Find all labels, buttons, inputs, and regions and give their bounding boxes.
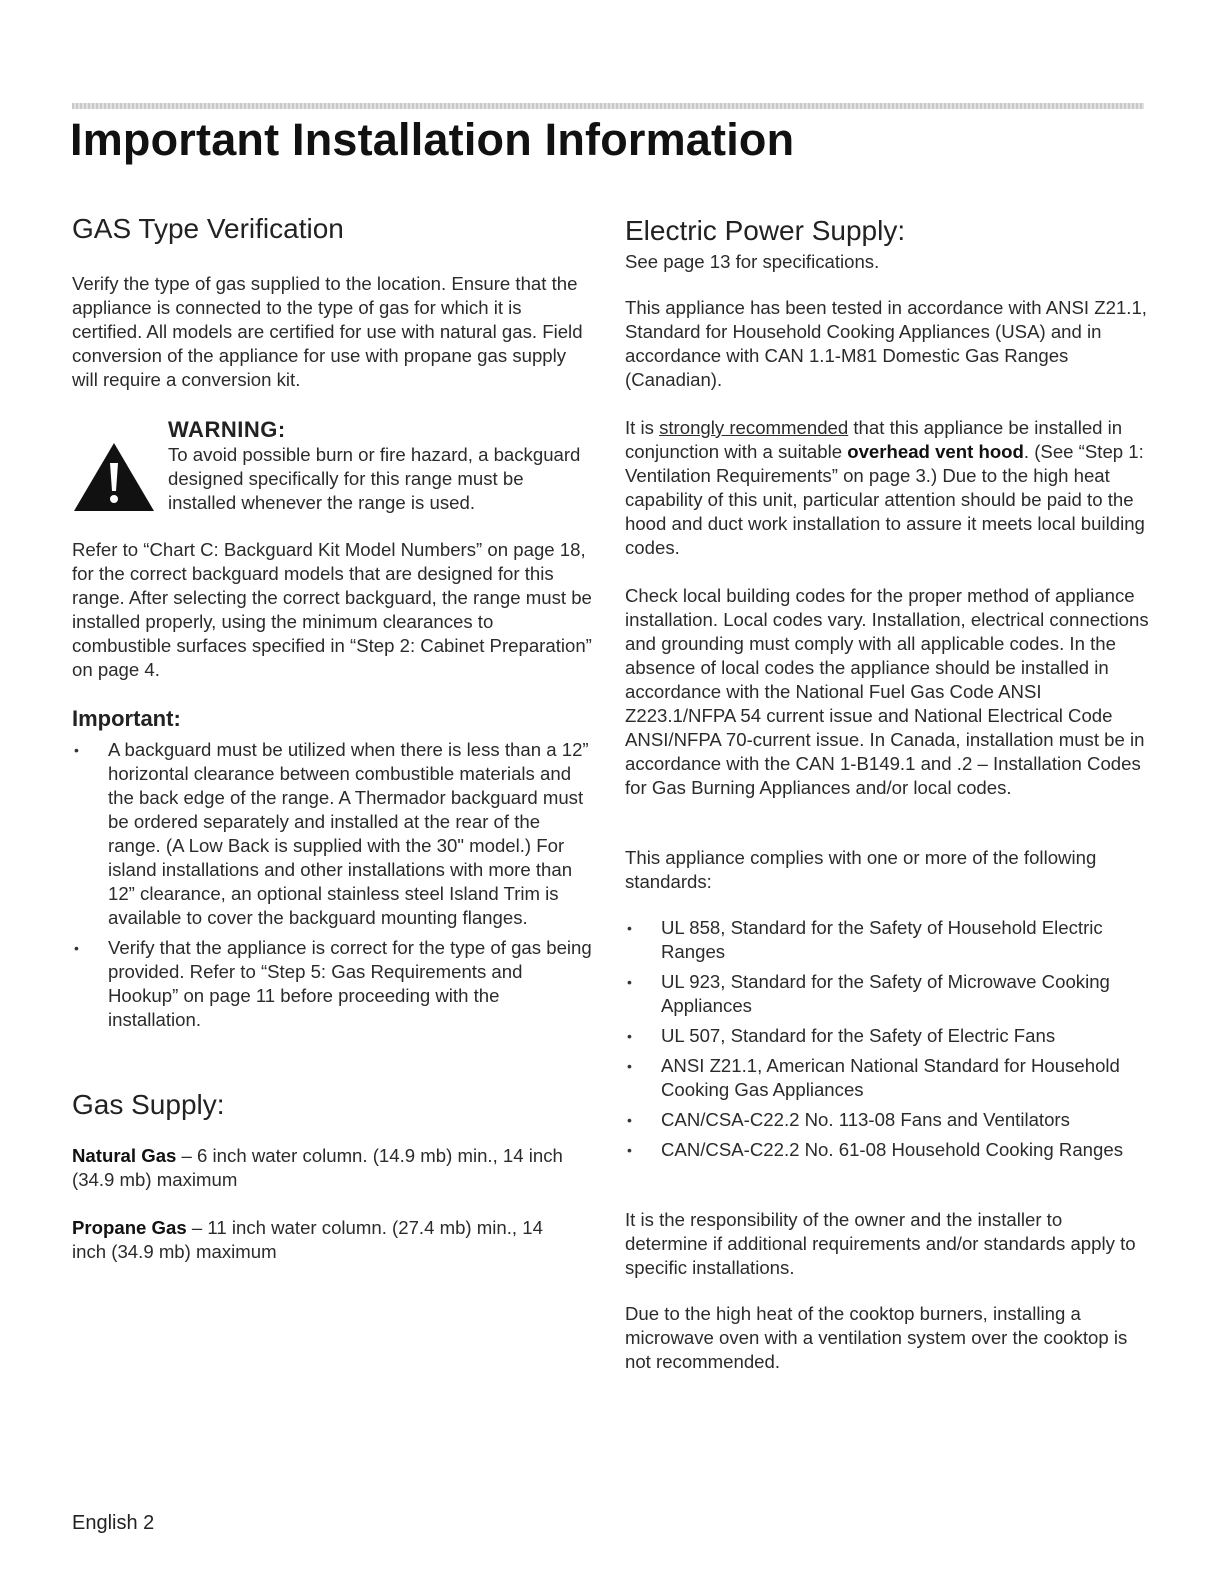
see-page-text: See page 13 for specifications.	[625, 251, 880, 272]
tested-paragraph: This appliance has been tested in accordance with ANSI Z21.1, Standard for Household Cooking Appliances (USA) and in accordance with CAN 1.1-M81 Domestic Gas Ranges (Canadian).	[625, 297, 1147, 390]
microwave-paragraph: Due to the high heat of the cooktop burners, installing a microwave oven with a ventilation system over the cooktop is not recommended.	[625, 1303, 1128, 1372]
important-list	[72, 738, 592, 1038]
important-heading: Important:	[72, 706, 181, 731]
natural-gas-paragraph	[72, 1144, 592, 1192]
hood-paragraph	[625, 416, 1150, 560]
complies-paragraph: This appliance complies with one or more of the following standards:	[625, 847, 1097, 892]
list-item: • UL 923, Standard for the Safety of Microwave Cooking Appliances	[625, 970, 1150, 1018]
page-title: Important Installation Information	[70, 114, 795, 165]
warning-text: To avoid possible burn or fire hazard, a backguard designed specifically for this range must be installed whenever the range is used.	[168, 444, 581, 513]
refer-paragraph: Refer to “Chart C: Backguard Kit Model Numbers” on page 18, for the correct backguard models that are designed for this range. After selecting the correct backguard, the range must be installed properly, using the minimum clearances to combustible surfaces specified in “Step 2: Cabinet Preparation” on page 4.	[72, 539, 592, 680]
hood-bold-text: overhead vent hood	[847, 441, 1024, 462]
list-item: • CAN/CSA-C22.2 No. 61-08 Household Cooking Ranges	[625, 1138, 1150, 1162]
page-footer: English 2	[72, 1512, 155, 1534]
list-item: • CAN/CSA-C22.2 No. 113-08 Fans and Ventilators	[625, 1108, 1150, 1132]
warning-title: WARNING:	[168, 417, 286, 442]
hood-text-pre: It is	[625, 417, 660, 438]
hood-text-post: . (See “Step 1: Ventilation Requirements” on page 3.) Due to the high heat capability of this unit, particular attention should be paid to the hood and duct work installation to assure it meets local building codes.	[625, 441, 1145, 558]
propane-gas-label: Propane Gas	[72, 1217, 187, 1238]
list-item: • UL 858, Standard for the Safety of Household Electric Ranges	[625, 916, 1150, 964]
gas-type-paragraph: Verify the type of gas supplied to the location. Ensure that the appliance is connected to the type of gas for which it is certified. All models are certified for use with natural gas. Field conversion of the appliance for use with propane gas supply will require a conversion kit.	[72, 273, 583, 390]
propane-gas-paragraph	[72, 1216, 552, 1264]
standards-list	[625, 916, 1150, 1168]
gas-type-heading: GAS Type Verification	[72, 213, 344, 244]
codes-paragraph: Check local building codes for the proper method of appliance installation. Local codes vary. Installation, electrical connections and grounding must comply with all applicable codes. In the absence of local codes the appliance should be installed in accordance with the National Fuel Gas Code ANSI Z223.1/NFPA 54 current issue and National Electrical Code ANSI/NFPA 70-current issue. In Canada, installation must be in accordance with the CAN 1-B149.1 and .2 – Installation Codes for Gas Burning Appliances and/or local codes.	[625, 585, 1149, 798]
top-rule	[72, 103, 1144, 109]
list-item: • UL 507, Standard for the Safety of Electric Fans	[625, 1024, 1150, 1048]
natural-gas-label: Natural Gas	[72, 1145, 177, 1166]
natural-gas-text: – 6 inch water column. (14.9 mb) min., 14 inch (34.9 mb) maximum	[72, 1145, 563, 1190]
list-item: • A backguard must be utilized when there is less than a 12” horizontal clearance between combustible materials and the back edge of the range. A Thermador backguard must be ordered separately and installed at the rear of the range. (A Low Back is supplied with the 30" model.) For island installations and other installations with more than 12” clearance, an optional stainless steel Island Trim is available to cover the backguard mounting flanges.	[72, 738, 592, 930]
responsibility-paragraph: It is the responsibility of the owner and the installer to determine if additional requirements and/or standards apply to specific installations.	[625, 1209, 1136, 1278]
warning-triangle-icon	[72, 441, 156, 513]
list-item: • ANSI Z21.1, American National Standard for Household Cooking Gas Appliances	[625, 1054, 1150, 1102]
gas-supply-heading: Gas Supply:	[72, 1089, 225, 1120]
electric-power-heading: Electric Power Supply:	[625, 215, 906, 246]
list-item: • Verify that the appliance is correct for the type of gas being provided. Refer to “Step 5: Gas Requirements and Hookup” on page 11 before proceeding with the installation.	[72, 936, 592, 1032]
hood-text-mid: that this appliance be installed in conjunction with a suitable	[625, 417, 1123, 462]
propane-gas-text: – 11 inch water column. (27.4 mb) min., 14 inch (34.9 mb) maximum	[72, 1217, 543, 1262]
hood-underline-text: strongly recommended	[659, 417, 849, 438]
